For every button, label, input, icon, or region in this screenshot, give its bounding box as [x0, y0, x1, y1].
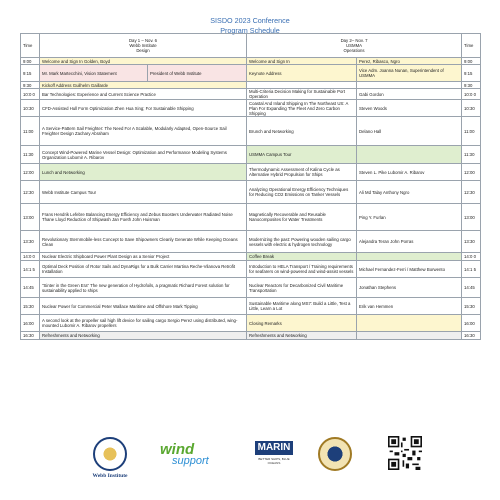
- time-header-right: Time: [462, 34, 481, 58]
- schedule-subtitle: Program Schedule: [220, 26, 280, 35]
- day1-session: Revolutionary Sternmobile-less Concept to Save Shipowners Cleanly Generate While Keeping Oceans Clean: [40, 231, 247, 253]
- time-cell-left: 11:00: [21, 117, 40, 146]
- schedule-row: [21, 82, 481, 89]
- day2-header: [247, 34, 462, 58]
- time-cell-right: 11:30: [462, 146, 481, 164]
- time-cell-right: 10:30: [462, 100, 481, 117]
- time-cell-left: 14:1 5: [21, 261, 40, 278]
- day2-speaker: Gabi Gordon: [357, 89, 462, 100]
- schedule-row: [21, 146, 481, 164]
- schedule-row: [21, 231, 481, 253]
- webb-seal-icon: [93, 437, 127, 471]
- day1-session: Frans Hendrik Lefebre Balancing Energy Efficiency and Zebus Boosters Underwater Radiated Noise Thane Lloyd Reduction of Shipwash Jan Foeth John Huisman: [40, 204, 247, 231]
- day1-session: Kickoff Address Guilhelm Gaillarde: [40, 82, 247, 89]
- schedule-row: [21, 261, 481, 278]
- sponsor-logos: [0, 433, 500, 500]
- time-cell-right: 14:45: [462, 278, 481, 298]
- time-cell-right: 10:0 0: [462, 89, 481, 100]
- day2-session: USMMA Campus Tour: [247, 146, 357, 164]
- time-cell-right: 9:15: [462, 65, 481, 82]
- support-logo-text: support: [172, 455, 209, 467]
- day2-speaker: Ali Md Talay Anthony Ngro: [357, 181, 462, 204]
- day2-speaker: [357, 82, 462, 89]
- time-cell-left: 12:00: [21, 164, 40, 181]
- day1-session: A Service-Pattern Sail Freighter: The Need For A Scalable, Modularly Adapted, Open-Source Sail Freighter Design Zachary Abraham: [40, 117, 247, 146]
- page-header: [0, 0, 500, 36]
- day2-speaker: [357, 146, 462, 164]
- time-cell-right: 13:00: [462, 204, 481, 231]
- time-cell-left: 14:0 0: [21, 253, 40, 261]
- time-cell-right: 9:00: [462, 58, 481, 65]
- day2-session: Nuclear Reactors for Decarbonized Civil Maritime Transportation: [247, 278, 357, 298]
- day1-session: Mr. Mark Martecchini, Vision Statement: [40, 65, 148, 82]
- day1-speaker: President of Webb Institute: [148, 65, 247, 82]
- time-cell-right: 11:00: [462, 117, 481, 146]
- day2-venue: USMMA: [346, 43, 363, 48]
- day2-speaker: Steven L. Pike Lubomir A. Ribarov: [357, 164, 462, 181]
- day1-session: Welcome and Sign In Golden, Boyd: [40, 58, 247, 65]
- schedule-row: [21, 58, 481, 65]
- time-cell-left: 13:30: [21, 231, 40, 253]
- schedule-row: [21, 164, 481, 181]
- schedule-row: [21, 298, 481, 315]
- day2-speaker: Ping Y. Furlan: [357, 204, 462, 231]
- time-cell-left: 11:30: [21, 146, 40, 164]
- day1-header: [40, 34, 247, 58]
- time-cell-left: 13:00: [21, 204, 40, 231]
- day1-date: Day 1 – Nov. 6: [128, 38, 158, 43]
- time-cell-left: 14:45: [21, 278, 40, 298]
- time-cell-right: 14:1 5: [462, 261, 481, 278]
- schedule-table: [20, 33, 481, 340]
- time-cell-right: 12:30: [462, 181, 481, 204]
- time-cell-right: 9:30: [462, 82, 481, 89]
- day2-speaker: Steven Woods: [357, 100, 462, 117]
- day2-session: Thermodynamic Assessment of Kalina Cycle as Alternative Hybrid Propulsion for Ships: [247, 164, 357, 181]
- day2-theme: Operations: [343, 48, 365, 53]
- schedule-body: [21, 58, 481, 340]
- day2-session: Modernizing the past: Powering wooden sailing cargo vessels with electric & hydrogen technology: [247, 231, 357, 253]
- day2-speaker: Vice Adm. Joanna Nunan, Superintendent of USMMA: [357, 65, 462, 82]
- time-cell-left: 10:0 0: [21, 89, 40, 100]
- day2-session: Welcome and Sign In: [247, 58, 357, 65]
- day2-session: Coastal And Inland Shipping In The Northeast US: A Plan For Expanding The Fleet And Zero Carbon Shipping: [247, 100, 357, 117]
- usmma-seal-icon: [318, 437, 352, 471]
- day1-session: Nuclear Electric Shipboard Power Plant Design as a Senior Project: [40, 253, 247, 261]
- qr-code-icon[interactable]: [388, 436, 422, 470]
- day2-speaker: [357, 332, 462, 340]
- time-cell-left: 16:30: [21, 332, 40, 340]
- day2-session: Analyzing Operational Energy Efficiency Techniques for Reducing CO2 Emissions on Tanker Vessels: [247, 181, 357, 204]
- conference-title: SISDO 2023 Conference: [210, 16, 290, 25]
- day2-session: Sustainable Maritime along MS7: Build a Little, Test a Little, Learn a Lot: [247, 298, 357, 315]
- day1-session: "Sinter in the Green Era" The new generation of Hydrofoils, a pragmatic Richard Forest solution for sustainability applied to ships: [40, 278, 247, 298]
- day2-speaker: Jonathan Stephens: [357, 278, 462, 298]
- day1-session: Lunch and Networking: [40, 164, 247, 181]
- time-cell-left: 9:00: [21, 58, 40, 65]
- day1-session: CFD-Assisted Hull Form Optimization Zhen Hua Xing; For Sustainable Shipping: [40, 100, 247, 117]
- day1-session: Webb Institute Campus Tour: [40, 181, 247, 204]
- day1-session: Concept Wind-Powered Marine Vessel Design: Optimization and Performance Modeling Systems Organization Lubomir A. Ribarov: [40, 146, 247, 164]
- day1-theme: Design: [136, 48, 150, 53]
- schedule-row: [21, 278, 481, 298]
- schedule-row: [21, 117, 481, 146]
- time-header-left: Time: [21, 34, 40, 58]
- day2-session: [247, 82, 357, 89]
- schedule-row: [21, 332, 481, 340]
- time-cell-left: 9:30: [21, 82, 40, 89]
- day2-session: Closing Remarks: [247, 315, 357, 332]
- day2-speaker: Michael Fernandez-Ferri / Matthew Borwento: [357, 261, 462, 278]
- day2-date: Day 2– Nov. 7: [340, 38, 368, 43]
- day1-session: Bar Technologies: Experience and Current Science Practice: [40, 89, 247, 100]
- time-cell-right: 14:0 0: [462, 253, 481, 261]
- day2-speaker: Perez, Ribasco, Ngro: [357, 58, 462, 65]
- time-cell-left: 9:15: [21, 65, 40, 82]
- day2-speaker: [357, 253, 462, 261]
- day2-session: Multi-Criteria Decision Making for Sustainable Port Operation: [247, 89, 357, 100]
- day1-session: Optimal Deck Position of Rotor Sails and DynaRigs for a Bulk Carrier Martina Reche-Vilanova Retrofit Installation: [40, 261, 247, 278]
- schedule-row: [21, 315, 481, 332]
- day1-session: A second look at the propeller sail high lift device for sailing cargo Sergio Perez using distributed, wing-mounted Lubomir A. Ribarov propellers: [40, 315, 247, 332]
- schedule-row: [21, 65, 481, 82]
- day2-session: Keynote Address: [247, 65, 357, 82]
- time-cell-right: 15:30: [462, 298, 481, 315]
- day2-speaker: Delano Hall: [357, 117, 462, 146]
- day2-speaker: Erik van Hemmen: [357, 298, 462, 315]
- marin-tagline: BETTER SHIPS, BLUE OCEANS: [258, 457, 290, 465]
- day2-session: Coffee Break: [247, 253, 357, 261]
- schedule-row: [21, 253, 481, 261]
- wind-logo-text: wind: [160, 441, 195, 458]
- time-cell-left: 10:30: [21, 100, 40, 117]
- time-cell-right: 13:30: [462, 231, 481, 253]
- day2-session: Refreshments and Networking: [247, 332, 357, 340]
- day2-session: Magnetically Recoverable and Reusable Nanocomposites for Water Treatments: [247, 204, 357, 231]
- day2-speaker: [357, 315, 462, 332]
- time-cell-left: 16:00: [21, 315, 40, 332]
- day1-venue: Webb Institute: [129, 43, 157, 48]
- day2-session: Brunch and Networking: [247, 117, 357, 146]
- schedule-row: [21, 89, 481, 100]
- day2-speaker: Alejandra Teran John Porras: [357, 231, 462, 253]
- time-cell-left: 15:30: [21, 298, 40, 315]
- time-cell-right: 16:30: [462, 332, 481, 340]
- day2-session: Introduction to HELA Transport / Training requirements for seafarers on wind-powered and wind-assist vessels: [247, 261, 357, 278]
- schedule-row: [21, 204, 481, 231]
- day1-session: Refreshments and Networking: [40, 332, 247, 340]
- schedule-row: [21, 100, 481, 117]
- schedule-row: [21, 181, 481, 204]
- marin-logo: MARIN: [255, 441, 293, 455]
- time-cell-right: 12:00: [462, 164, 481, 181]
- day1-session: Nuclear Power for Commercial Peter Wallace Maritime and Offshore Mark Tipping: [40, 298, 247, 315]
- webb-logo-text: Webb Institute: [92, 473, 128, 479]
- time-cell-left: 12:30: [21, 181, 40, 204]
- time-cell-right: 16:00: [462, 315, 481, 332]
